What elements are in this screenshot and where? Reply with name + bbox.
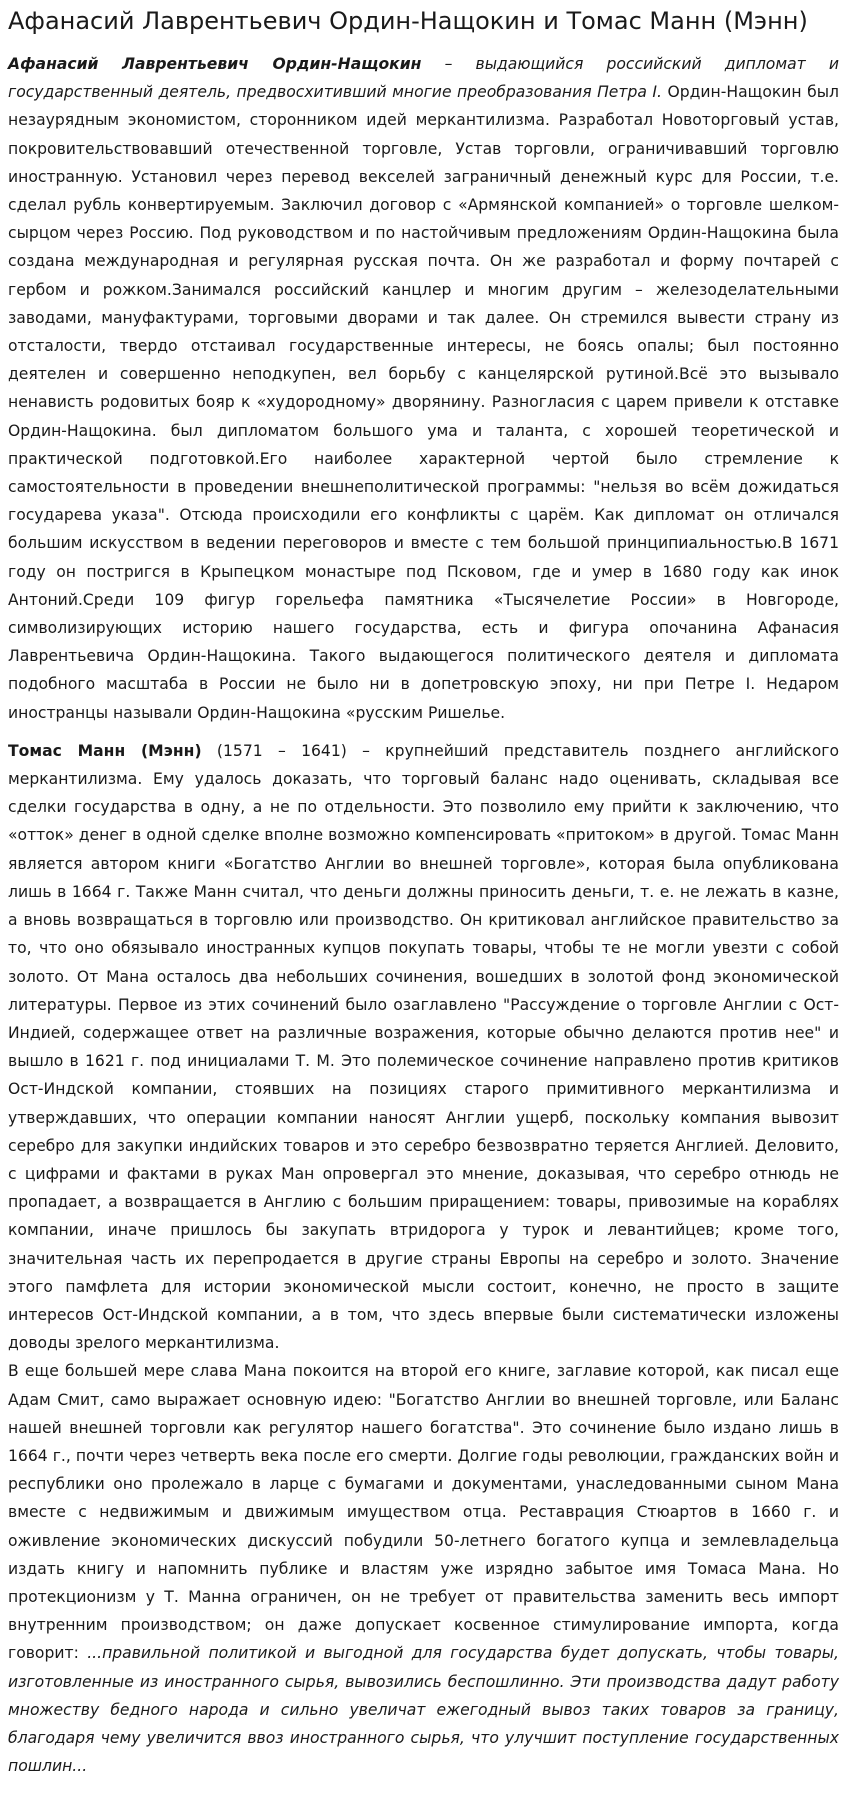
body-text-mun-second-book: В еще большей мере слава Мана покоится на второй его книге, заглавие которой, как писал еще Адам Смит, само выражает основную идею: "Богатство Англии во внешней торговле, или Баланс нашей внешней торговли как регулятор нашего богатства". Это сочинение было издано лишь в 1664 г., почти через четверть века после его смерти. Долгие годы революции, гражданских войн и республики оно пролежало в ларце с бумагами и документами, унаследованными сыном Мана вместе с недвижимым и движимым имуществом отца. Реставрация Стюартов в 1660 г. и оживление экономических дискуссий побудили 50-летнего богатого купца и землевладельца издать книгу и напомнить публике и властям уже изрядно забытое имя Томаса Мана. Но протекционизм у Т. Манна ограничен, он не требует от правительства заменить весь импорт внутренним производством; он даже допускает косвенное стимулирование импорта, когда говорит: xyxy=(8,1362,839,1663)
lead-name-ordin-nashchokin: Афанасий Лаврентьевич Ордин-Нащокин xyxy=(8,55,422,73)
paragraph-thomas-mun xyxy=(8,737,839,1357)
quote-mun: ...правильной политикой и выгодной для государства будет допускать, чтобы товары, изготовленные из иностранного сырья, вывозились беспошлинно. Эти производства дадут работу множеству бедного народа и сильно увеличат ежегодный вывоз таких товаров за границу, благодаря чему увеличится ввоз иностранного сырья, что улучшит поступление государственных пошлин... xyxy=(8,1644,839,1776)
body-text-thomas-mun: (1571 – 1641) – крупнейший представитель позднего английского меркантилизма. Ему удалось доказать, что торговый баланс надо оценивать, складывая все сделки государства в одну, а не по отдельности. Это позволило ему прийти к заключению, что «отток» денег в одной сделке вполне возможно компенсировать «притоком» в другой. Томас Манн является автором книги «Богатство Англии во внешней торговле», которая была опубликована лишь в 1664 г. Также Манн считал, что деньги должны приносить деньги, т. е. не лежать в казне, а вновь возвращаться в торговлю или производство. Он критиковал английское правительство за то, что оно обязывало иностранных купцов покупать товары, чтобы те не могли увезти с собой золото. От Мана осталось два небольших сочинения, вошедших в золотой фонд экономической литературы. Первое из этих сочинений было озаглавлено "Рассуждение о торговле Англии с Ост-Индией, содержащее ответ на различные возражения, которые обычно делаются против нее" и вышло в 1621 г. под инициалами Т. М. Это полемическое сочинение направлено против критиков Ост-Индской компании, стоявших на позициях старого примитивного меркантилизма и утверждавших, что операции компании наносят Англии ущерб, поскольку компания вывозит серебро для закупки индийских товаров и это серебро безвозвратно теряется Англией. Деловито, с цифрами и фактами в руках Ман опровергал это мнение, доказывая, что серебро отнюдь не пропадает, а возвращается в Англию с большим приращением: товары, привозимые на кораблях компании, иначе пришлось бы закупать втридорога у турок и левантийцев; кроме того, значительная часть их перепродается в другие страны Европы на серебро и золото. Значение этого памфлета для истории экономической мысли состоит, конечно, не просто в защите интересов Ост-Индской компании, а в том, что здесь впервые были систематически изложены доводы зрелого меркантилизма. xyxy=(8,741,839,1353)
lead-description-ordin-nashchokin: – выдающийся российский дипломат и государственный деятель, предвосхитивший многие преобразования Петра I. xyxy=(8,55,840,102)
paragraph-ordin-nashchokin xyxy=(8,50,839,727)
page-title: Афанасий Лаврентьевич Ордин-Нащокин и Томас Манн (Мэнн) xyxy=(8,7,808,35)
lead-name-thomas-mun: Томас Манн (Мэнн) xyxy=(8,741,202,760)
paragraph-mun-second-book xyxy=(8,1357,839,1780)
body-text-ordin-nashchokin: Ордин-Нащокин был незаурядным экономистом, сторонником идей меркантилизма. Разработал Новоторговый устав, покровительствовавший отечественной торговле, Устав торговли, ограничивавший торговлю иностранную. Установил через перевод векселей заграничный денежный курс для России, т.е. сделал рубль конвертируемым. Заключил договор с «Армянской компанией» о торговле шелком-сырцом через Россию. Под руководством и по настойчивым предложениям Ордин-Нащокина была создана международная и регулярная русская почта. Он же разработал и форму почтарей с гербом и рожком.Занимался российский канцлер и многим другим – железоделательными заводами, мануфактурами, торговыми дворами и так далее. Он стремился вывести страну из отсталости, твердо отстаивал государственные интересы, не боясь опалы; был постоянно деятелен и совершенно неподкупен, вел борьбу с канцелярской рутиной.Всё это вызывало ненависть родовитых бояр к «худородному» дворянину. Разногласия с царем привели к отставке Ордин-Нащокина. был дипломатом большого ума и таланта, с хорошей теоретической и практической подготовкой.Его наиболее характерной чертой было стремление к самостоятельности в проведении внешнеполитической программы: "нельзя во всём дожидаться государева указа". Отсюда происходили его конфликты с царём. Как дипломат он отличался большим искусством в ведении переговоров и вместе с тем большой принципиальностью.В 1671 году он постригся в Крыпецком монастыре под Псковом, где и умер в 1680 году как инок Антоний.Среди 109 фигур горельефа памятника «Тысячелетие России» в Новгороде, символизирующих историю нашего государства, есть и фигура опочанина Афанасия Лаврентьевича Ордин-Нащокина. Такого выдающегося политического деятеля и дипломата подобного масштаба в России не было ни в допетровскую эпоху, ни при Петре I. Недаром иностранцы называли Ордин-Нащокина «русским Ришелье. xyxy=(8,83,840,722)
